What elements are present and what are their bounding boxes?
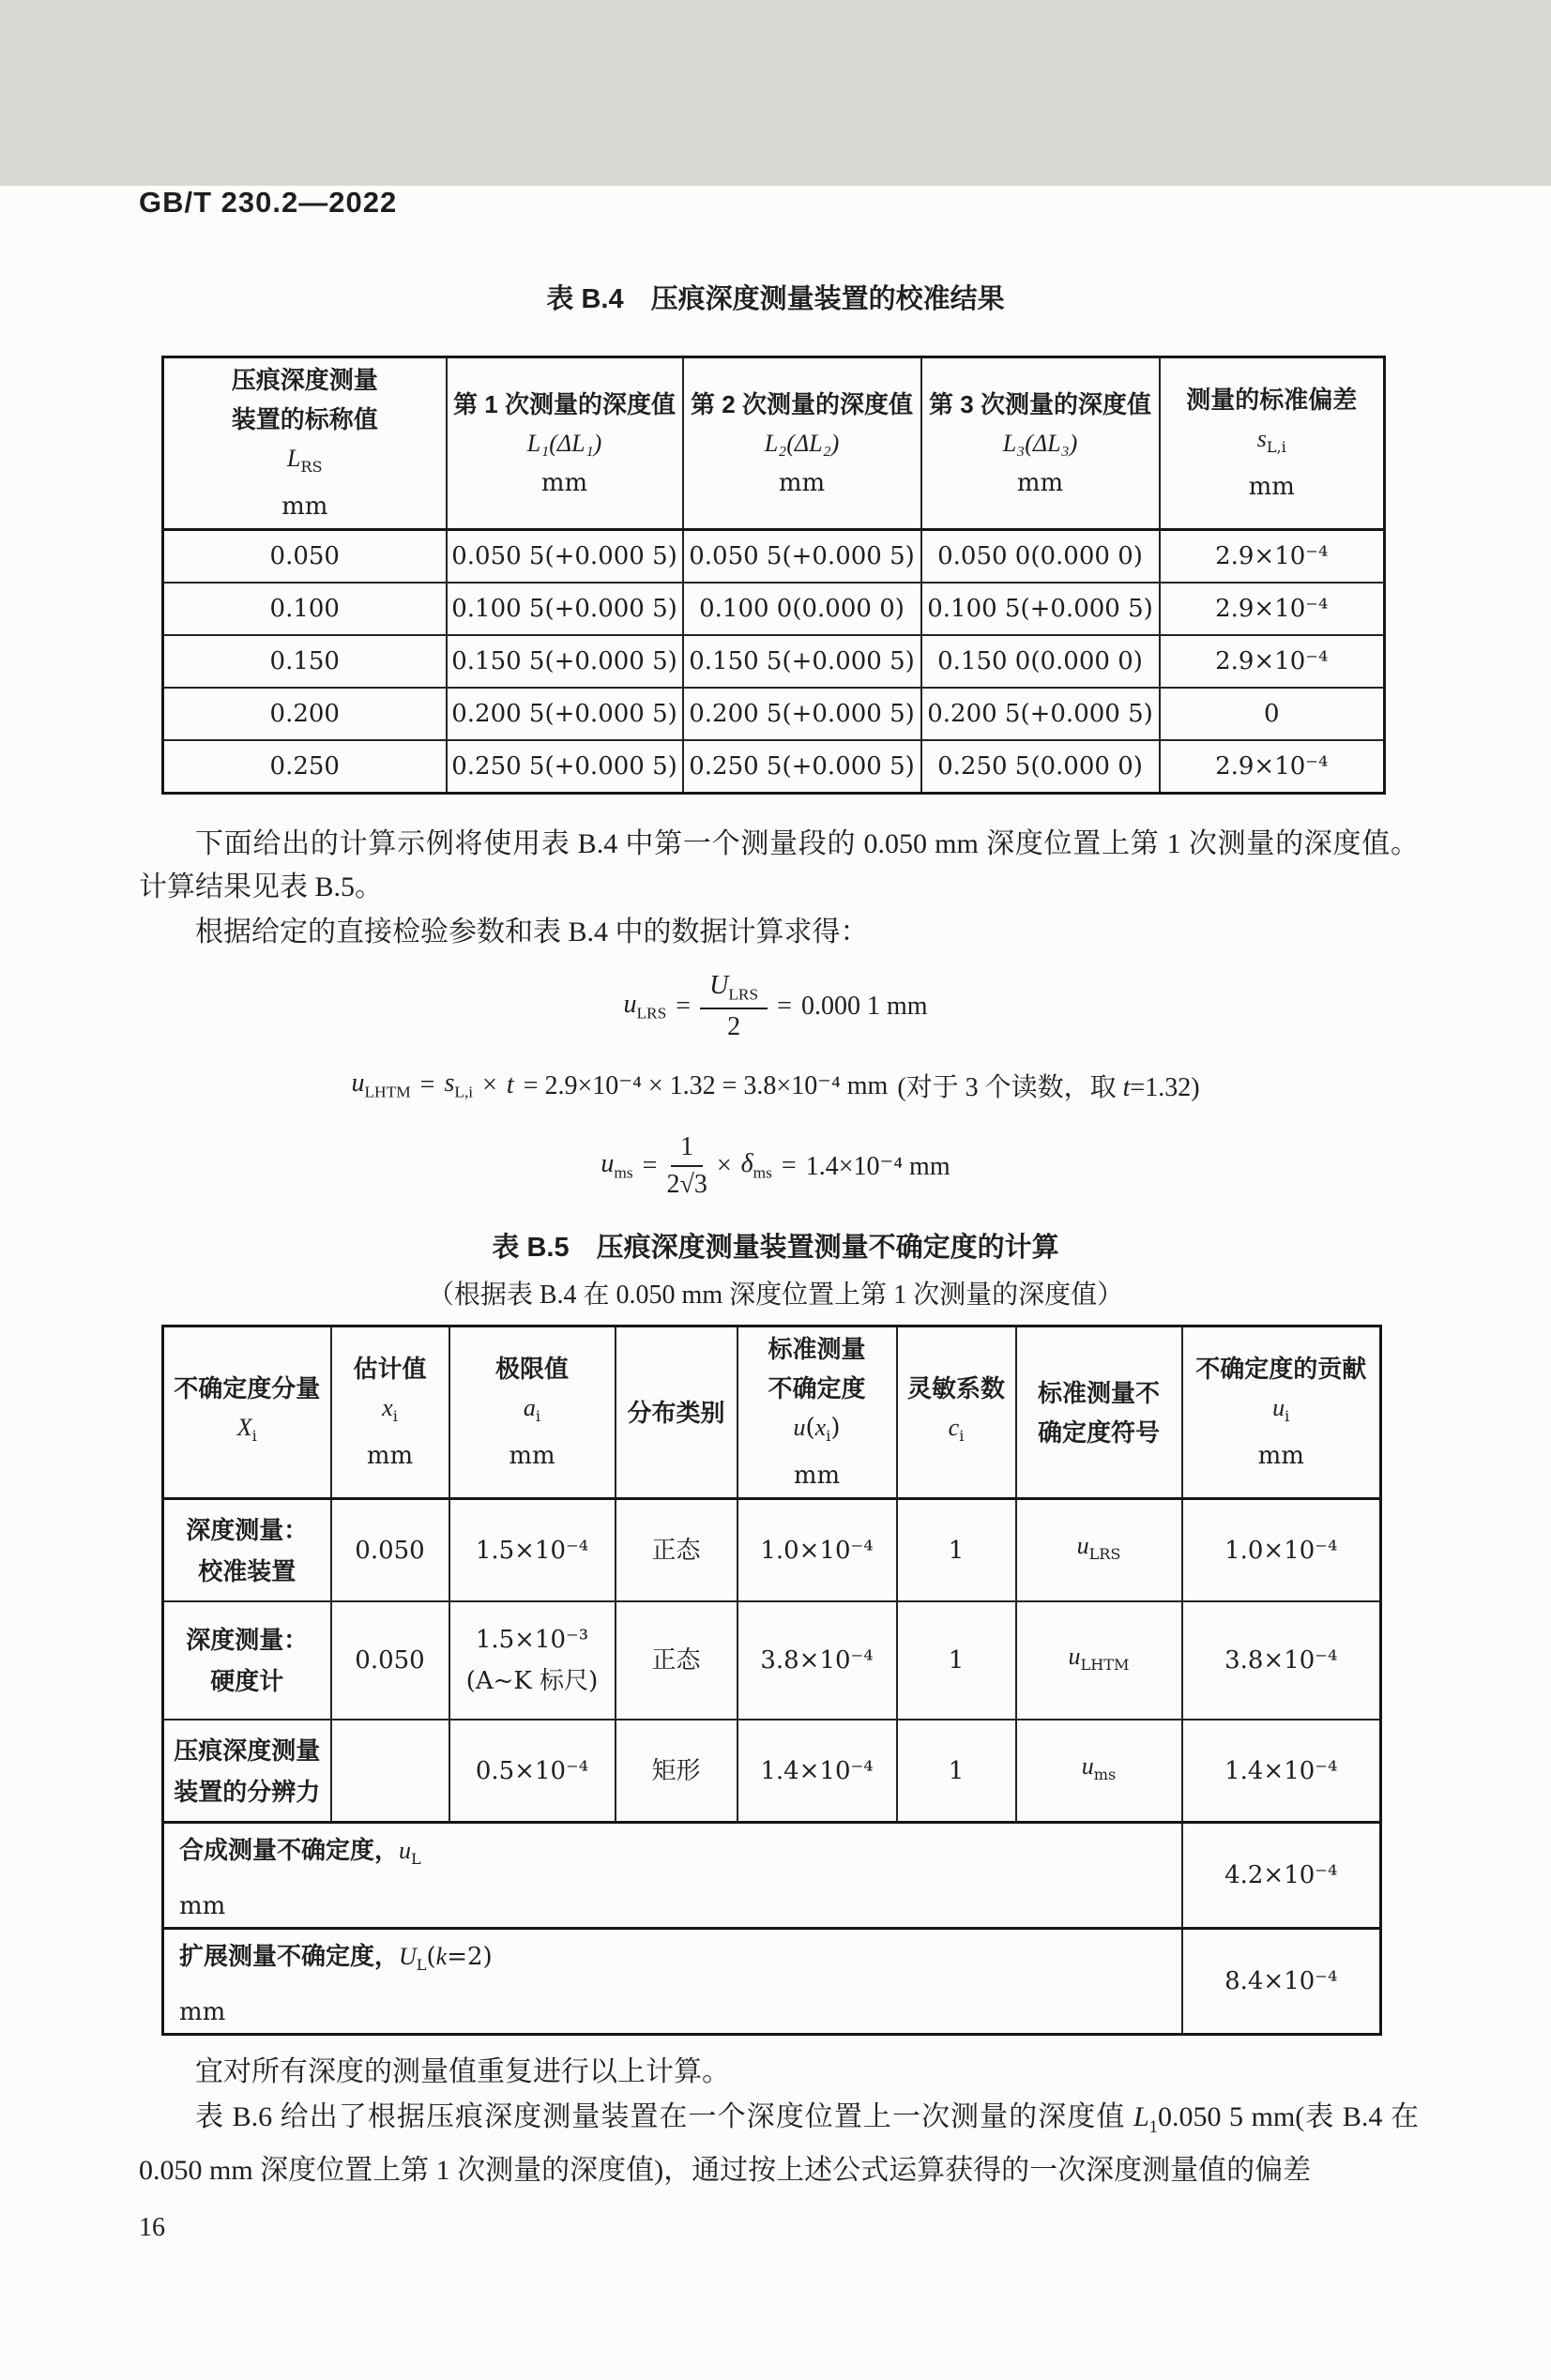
b5-header-cell-estimate: 估计值 $x_i$ mm	[331, 1326, 449, 1499]
table-b5-subtitle: （根据表 B.4 在 0.050 mm 深度位置上第 1 次测量的深度值）	[427, 1281, 1124, 1311]
b4-h5-line1: 测量的标准偏差	[1186, 386, 1358, 414]
b4-cell: 2.9×10⁻⁴	[1160, 530, 1385, 584]
b4-cell: 2.9×10⁻⁴	[1160, 740, 1385, 794]
f2-s-term: $s_{L,i}$	[444, 1069, 474, 1101]
f3-eq2: =	[781, 1151, 797, 1181]
b4-h4-line1: 第 3 次测量的深度值	[929, 389, 1151, 418]
b4-h5-symbol: $s_{L,i}$	[1256, 425, 1286, 457]
b5-cell-limit: 1.5×10⁻⁴	[449, 1499, 616, 1602]
f2-eq1: =	[419, 1070, 435, 1100]
doc-number: GB/T 230.2—2022	[139, 186, 398, 219]
b5-row-resolution	[163, 1720, 1381, 1823]
b5-cell-symbol: $u_{LRS}$	[1016, 1499, 1182, 1602]
b4-cell: 0.150 5(+0.000 5)	[683, 635, 921, 688]
b5-cell-contribution: 3.8×10⁻⁴	[1182, 1601, 1381, 1720]
b5-cell-std-uncertainty: 3.8×10⁻⁴	[737, 1601, 897, 1720]
f3-result: 1.4×10⁻⁴ mm	[805, 1152, 950, 1182]
b5-cell-symbol: $u_{ms}$	[1016, 1720, 1182, 1823]
b5-cell-estimate: 0.050	[331, 1499, 449, 1602]
b5-cell-name: 深度测量： 硬度计	[163, 1601, 331, 1720]
f2-times: ×	[482, 1070, 497, 1100]
b4-row-5	[163, 740, 1385, 794]
b5-cell-distribution: 正态	[616, 1499, 737, 1602]
table-b5	[161, 1325, 1382, 2036]
page-number: 16	[139, 2213, 165, 2243]
f1-eq2: =	[777, 992, 792, 1022]
b5-cell-std-uncertainty: 1.0×10⁻⁴	[737, 1499, 897, 1602]
b5-header-cell-sensitivity: 灵敏系数 $c_i$	[897, 1326, 1016, 1499]
f2-lhs: $u_{LHTM}$	[351, 1069, 411, 1101]
b4-h3-line1: 第 2 次测量的深度值	[691, 389, 913, 418]
f1-eq1: =	[676, 992, 692, 1022]
b4-header-cell-measure2	[683, 357, 921, 530]
b4-h3-symbol: L₂(ΔL₂)	[764, 429, 840, 457]
b5-combined-label: 合成测量不确定度，$u_L$ mm	[163, 1823, 1182, 1929]
b5-expanded-value: 8.4×10⁻⁴	[1182, 1929, 1381, 2035]
b5-cell-symbol: $u_{LHTM}$	[1016, 1601, 1182, 1720]
b4-h1-line1: 压痕深度测量	[231, 366, 378, 394]
b5-cell-contribution: 1.4×10⁻⁴	[1182, 1720, 1381, 1823]
b4-cell: 0.100 5(+0.000 5)	[447, 583, 683, 635]
b5-row-expanded	[163, 1929, 1381, 2035]
b5-expanded-label: 扩展测量不确定度，$U_L(k=2)$ mm	[163, 1929, 1182, 2035]
table-b4-title: 表 B.4 压痕深度测量装置的校准结果	[546, 284, 1005, 314]
b5-cell-distribution: 正态	[616, 1601, 737, 1720]
b4-cell: 0.150	[163, 635, 447, 688]
b5-cell-std-uncertainty: 1.4×10⁻⁴	[737, 1720, 897, 1823]
b4-h2-line1: 第 1 次测量的深度值	[453, 389, 676, 418]
b5-header-cell-contribution: 不确定度的贡献 $u_i$ mm	[1182, 1326, 1381, 1499]
b4-cell: 0.050 5(+0.000 5)	[683, 530, 921, 584]
b5-cell-limit: 0.5×10⁻⁴	[449, 1720, 616, 1823]
b4-h5-unit: mm	[1248, 473, 1295, 502]
b4-cell: 0.050 5(+0.000 5)	[447, 530, 683, 584]
b4-cell: 0.200	[163, 688, 447, 740]
formula-u-lrs	[0, 962, 1551, 1052]
b4-cell: 0.250 5(0.000 0)	[921, 740, 1160, 794]
b5-cell-contribution: 1.0×10⁻⁴	[1182, 1499, 1381, 1602]
f3-eq1: =	[642, 1151, 658, 1181]
b4-h1-unit: mm	[281, 493, 328, 522]
f3-times: ×	[716, 1151, 732, 1181]
f1-result: 0.000 1 mm	[800, 992, 928, 1022]
b4-cell: 0.200 5(+0.000 5)	[683, 688, 921, 740]
b4-h4-unit: mm	[1016, 468, 1064, 497]
f3-denominator: 2√3	[666, 1170, 707, 1200]
b5-cell-name: 压痕深度测量 装置的分辨力	[163, 1720, 331, 1823]
b5-row-combined	[163, 1823, 1381, 1929]
b4-cell: 0.150 0(0.000 0)	[921, 635, 1160, 688]
b4-header-cell-measure1	[447, 357, 683, 530]
f1-fraction	[700, 971, 768, 1042]
f1-denominator: 2	[727, 1011, 741, 1041]
paragraph-repeat: 宜对所有深度的测量值重复进行以上计算。	[195, 2056, 730, 2088]
b4-header-cell-measure3	[921, 357, 1160, 530]
b4-cell: 0.150 5(+0.000 5)	[447, 635, 683, 688]
b5-combined-value: 4.2×10⁻⁴	[1182, 1823, 1381, 1929]
b4-row-4	[163, 688, 1385, 740]
f3-fraction	[666, 1132, 707, 1200]
b5-cell-name: 深度测量： 校准装置	[163, 1499, 331, 1602]
b4-h3-unit: mm	[778, 468, 826, 497]
b4-header-cell-nominal	[163, 357, 447, 530]
b5-cell-estimate	[331, 1720, 449, 1823]
b4-cell: 2.9×10⁻⁴	[1160, 635, 1385, 688]
b4-cell: 0.050 0(0.000 0)	[921, 530, 1160, 584]
f2-result: = 2.9×10⁻⁴ × 1.32 = 3.8×10⁻⁴ mm	[523, 1071, 889, 1101]
b5-cell-distribution: 矩形	[616, 1720, 737, 1823]
b4-h1-symbol: $L_{RS}$	[286, 445, 323, 477]
f2-t-symbol: t	[506, 1070, 514, 1100]
b5-header-cell-distribution: 分布类别	[616, 1326, 737, 1499]
document-page	[0, 186, 1551, 2380]
b4-h1-line2: 装置的标称值	[231, 405, 378, 433]
paragraph-params: 根据给定的直接检验参数和表 B.4 中的数据计算求得：	[195, 917, 869, 948]
b5-row-calibration	[163, 1499, 1381, 1602]
b4-header-row	[163, 357, 1385, 530]
b5-row-hardness-tester	[163, 1601, 1381, 1720]
b5-cell-sensitivity: 1	[897, 1601, 1016, 1720]
b4-cell: 0.200 5(+0.000 5)	[447, 688, 683, 740]
b5-cell-sensitivity: 1	[897, 1720, 1016, 1823]
paragraph-table-b6: 表 B.6 给出了根据压痕深度测量装置在一个深度位置上一次测量的深度值 $L_10.050$ 5 mm(表 B.4 在 0.050 mm 深度位置上第 1 次测量的深度值)，通过按上述公式运算获得的一次深度测量值的偏差	[139, 2101, 1419, 2187]
f1-lhs: $u_{LRS}$	[623, 990, 667, 1023]
paragraph-intro: 下面给出的计算示例将使用表 B.4 中第一个测量段的 0.050 mm 深度位置上第 1 次测量的深度值。计算结果见表 B.5。	[139, 828, 1419, 903]
b5-header-row	[163, 1326, 1381, 1499]
b4-cell: 0.100 0(0.000 0)	[683, 583, 921, 635]
b4-h2-unit: mm	[540, 468, 588, 497]
b4-h4-symbol: L₃(ΔL₃)	[1002, 429, 1078, 457]
b5-cell-estimate: 0.050	[331, 1601, 449, 1720]
f3-numerator: 1	[671, 1132, 703, 1167]
f1-numerator: $U_{LRS}$	[700, 971, 768, 1009]
b4-cell: 0.200 5(+0.000 5)	[921, 688, 1160, 740]
table-b4	[161, 356, 1386, 795]
f3-lhs: $u_{ms}$	[601, 1149, 633, 1182]
b5-cell-limit: 1.5×10⁻³ (A~K 标尺)	[449, 1601, 616, 1720]
b5-header-cell-component: 不确定度分量 $X_i$	[163, 1326, 331, 1499]
b5-cell-sensitivity: 1	[897, 1499, 1016, 1602]
b4-header-cell-stddev	[1160, 357, 1385, 530]
b4-row-3	[163, 635, 1385, 688]
b5-header-cell-std-uncertainty: 标准测量 不确定度 $u(x_i)$ mm	[737, 1326, 897, 1499]
b4-cell: 0.050	[163, 530, 447, 584]
formula-u-ms	[0, 1119, 1551, 1213]
b4-row-1	[163, 530, 1385, 584]
b4-row-2	[163, 583, 1385, 635]
b4-h2-symbol: L₁(ΔL₁)	[526, 429, 602, 457]
b5-header-cell-limit: 极限值 $a_i$ mm	[449, 1326, 616, 1499]
b4-cell: 0.100 5(+0.000 5)	[921, 583, 1160, 635]
b4-cell: 2.9×10⁻⁴	[1160, 583, 1385, 635]
b4-cell: 0	[1160, 688, 1385, 740]
f2-note: (对于 3 个读数，取 t=1.32)	[897, 1073, 1200, 1103]
f3-delta-term: $\delta_{ms}$	[740, 1149, 772, 1182]
table-b5-title: 表 B.5 压痕深度测量装置测量不确定度的计算	[492, 1233, 1059, 1264]
b4-cell: 0.250 5(+0.000 5)	[683, 740, 921, 794]
formula-u-lhtm	[0, 1065, 1551, 1106]
b4-cell: 0.250	[163, 740, 447, 794]
b5-header-cell-symbol: 标准测量不 确定度符号	[1016, 1326, 1182, 1499]
b4-cell: 0.100	[163, 583, 447, 635]
b4-cell: 0.250 5(+0.000 5)	[447, 740, 683, 794]
